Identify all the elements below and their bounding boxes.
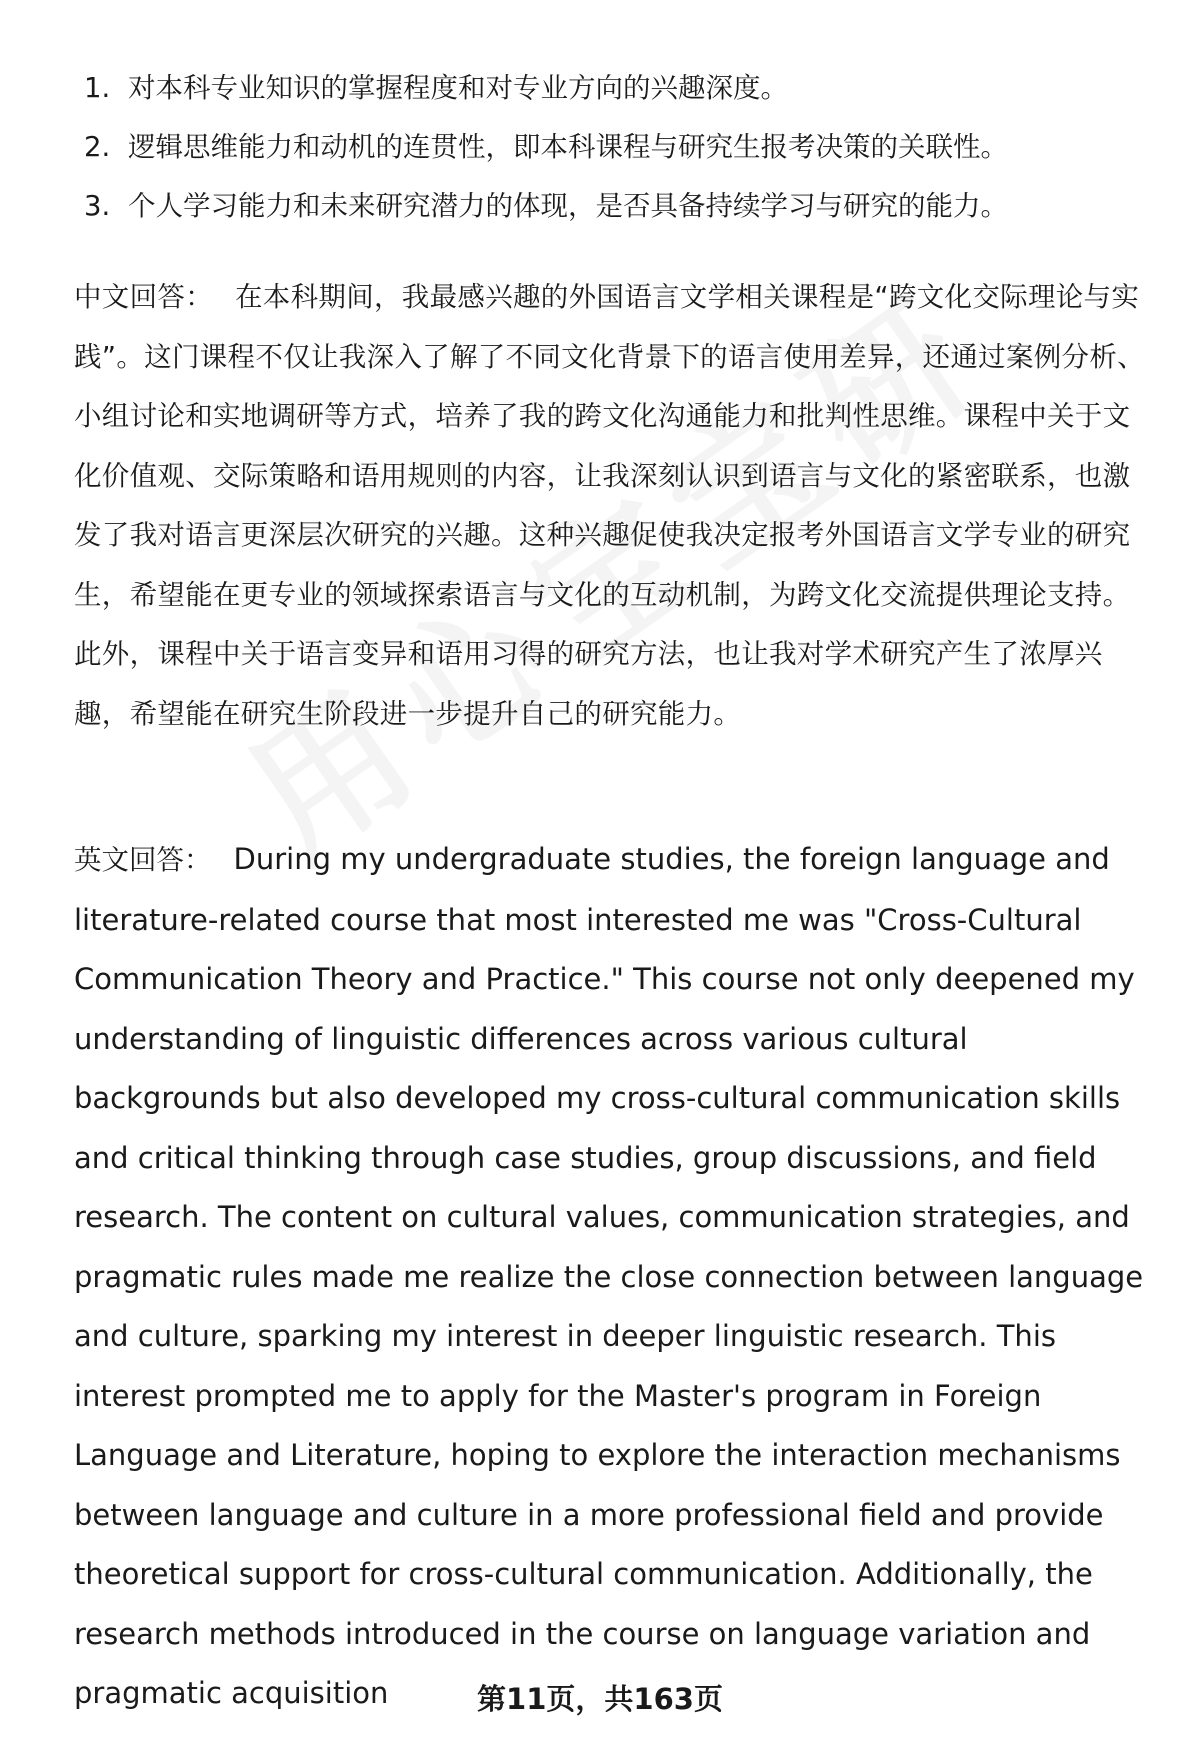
criteria-list: [84, 66, 1144, 243]
chinese-answer-paragraph: [74, 268, 1156, 744]
list-item-number: 2.: [84, 131, 111, 163]
list-item: [84, 66, 1144, 125]
list-item: [84, 184, 1144, 243]
list-item-text: 逻辑思维能力和动机的连贯性，即本科课程与研究生报考决策的关联性。: [128, 131, 1008, 163]
list-item-text: 个人学习能力和未来研究潜力的体现，是否具备持续学习与研究的能力。: [128, 190, 1008, 222]
english-answer-paragraph: [74, 830, 1156, 1724]
chinese-answer-label: 中文回答：: [74, 281, 213, 313]
english-answer-text: During my undergraduate studies, the foreign language and literature-related course that most interested me was "Cross-Cultural Communication Theory and Practice." This course not only deepened my understanding of linguistic differences across various cultural backgrounds but also developed my cross-cultural communication skills and critical thinking through case studies, group discussions, and field research. The content on cultural values, communication strategies, and pragmatic rules made me realize the close connection between language and culture, sparking my interest in deeper linguistic research. This interest prompted me to apply for the Master's program in Foreign Language and Literature, hoping to explore the interaction mechanisms between language and culture in a more professional field and provide theoretical support for cross-cultural communication. Additionally, the research methods introduced in the course on language variation and pragmatic acquisition: [74, 842, 1144, 1710]
chinese-answer-text: 在本科期间，我最感兴趣的外国语言文学相关课程是“跨文化交际理论与实践”。这门课程不仅让我深入了解了不同文化背景下的语言使用差异，还通过案例分析、小组讨论和实地调研等方式，培养了我的跨文化沟通能力和批判性思维。课程中关于文化价值观、交际策略和语用规则的内容，让我深刻认识到语言与文化的紧密联系，也激发了我对语言更深层次研究的兴趣。这种兴趣促使我决定报考外国语言文学专业的研究生，希望能在更专业的领域探索语言与文化的互动机制，为跨文化交流提供理论支持。此外，课程中关于语言变异和语用习得的研究方法，也让我对学术研究产生了浓厚兴趣，希望能在研究生阶段进一步提升自己的研究能力。: [74, 281, 1145, 730]
list-item-number: 3.: [84, 190, 111, 222]
list-item-number: 1.: [84, 72, 111, 104]
list-item: [84, 125, 1144, 184]
page-number: 第11页，共163页: [477, 1682, 723, 1716]
list-item-text: 对本科专业知识的掌握程度和对专业方向的兴趣深度。: [128, 72, 788, 104]
english-answer-label: 英文回答：: [74, 844, 212, 876]
